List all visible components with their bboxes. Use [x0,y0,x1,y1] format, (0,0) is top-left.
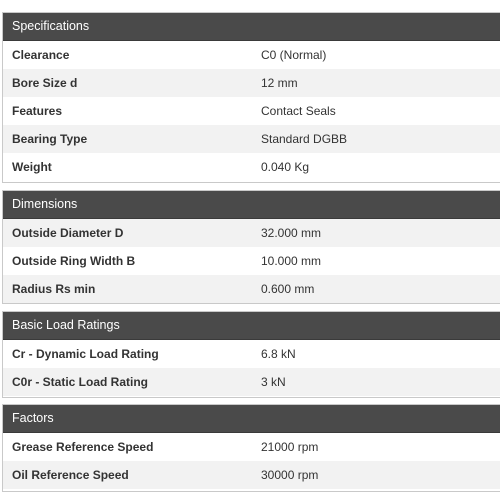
row-value: Standard DGBB [261,132,348,146]
row-value: 10.000 mm [261,254,322,268]
load-ratings-panel [2,311,500,398]
row-value: 6.8 kN [261,347,296,361]
row-label: Clearance [12,48,70,62]
table-row [3,461,500,489]
table-row [3,368,500,396]
table-row [3,219,500,247]
row-label: Oil Reference Speed [12,468,129,482]
row-label: Bearing Type [12,132,88,146]
table-row [3,97,500,125]
row-label: Radius Rs min [12,282,96,296]
table-row [3,41,500,69]
table-row [3,125,500,153]
row-label: Grease Reference Speed [12,440,154,454]
panel-title: Specifications [3,13,500,41]
row-value: 0.040 Kg [261,160,310,174]
row-value: C0 (Normal) [261,48,327,62]
row-label: Outside Ring Width B [12,254,136,268]
row-label: C0r - Static Load Rating [12,375,149,389]
table-row [3,275,500,303]
row-value: 30000 rpm [261,468,319,482]
row-value: 0.600 mm [261,282,315,296]
row-label: Outside Diameter D [12,226,124,240]
row-label: Cr - Dynamic Load Rating [12,347,159,361]
panel-title: Factors [3,405,500,433]
table-row [3,69,500,97]
table-row [3,340,500,368]
row-value: 3 kN [261,375,286,389]
specifications-panel [2,12,500,183]
panel-title: Basic Load Ratings [3,312,500,340]
row-value: 12 mm [261,76,298,90]
factors-panel [2,404,500,492]
row-label: Weight [12,160,52,174]
row-value: 32.000 mm [261,226,322,240]
dimensions-panel [2,190,500,304]
table-row [3,247,500,275]
table-row [3,433,500,461]
row-value: 21000 rpm [261,440,319,454]
row-value: Contact Seals [261,104,336,118]
panel-title: Dimensions [3,191,500,219]
table-row [3,153,500,181]
row-label: Features [12,104,63,118]
row-label: Bore Size d [12,76,78,90]
